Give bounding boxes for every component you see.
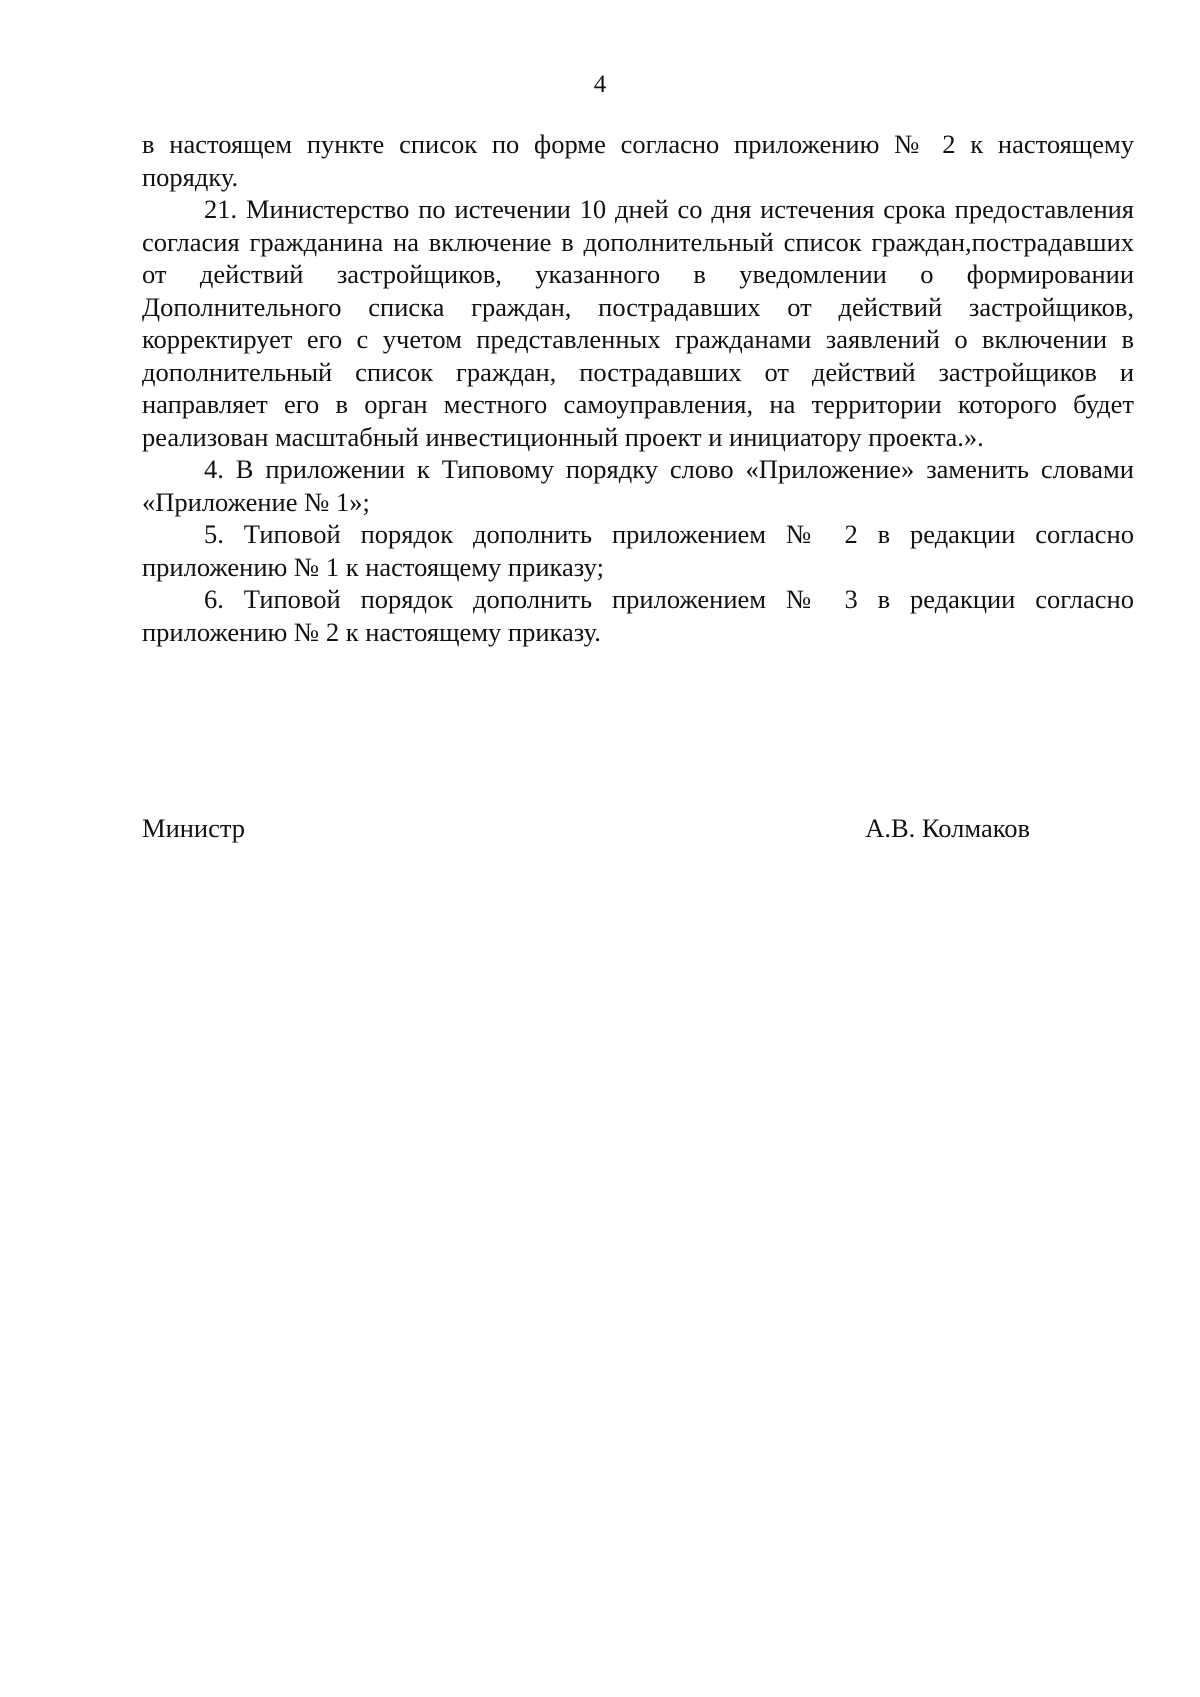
signatory-name: А.В. Колмаков <box>865 813 1030 843</box>
document-body <box>142 128 1134 648</box>
page-number: 4 <box>593 71 607 98</box>
paragraph-item-4: 4. В приложении к Типовому порядку слово «Приложение» заменить словами «Приложение № 1»; <box>142 454 1134 517</box>
paragraph-item-5: 5. Типовой порядок дополнить приложением № 2 в редакции согласно приложению № 1 к настоящему приказу; <box>142 519 1134 582</box>
paragraph-continuation: в настоящем пункте список по форме согласно приложению № 2 к настоящему порядку. <box>142 129 1134 192</box>
paragraph-item-21: 21. Министерство по истечении 10 дней со дня истечения срока предоставления согласия гражданина на включение в дополнительный список граждан,пострадавших от действий застройщиков, указанного в уведомлении о формировании Дополнительного списка граждан, пострадавших от действий застройщиков, корректирует его с учетом представленных гражданами заявлений о включении в дополнительный список граждан, пострадавших от действий застройщиков и направляет его в орган местного самоуправления, на территории которого будет реализован масштабный инвестиционный проект и инициатору проекта.». <box>142 194 1134 452</box>
paragraph-item-6: 6. Типовой порядок дополнить приложением № 3 в редакции согласно приложению № 2 к настоящему приказу. <box>142 584 1134 647</box>
signatory-position: Министр <box>142 813 246 843</box>
